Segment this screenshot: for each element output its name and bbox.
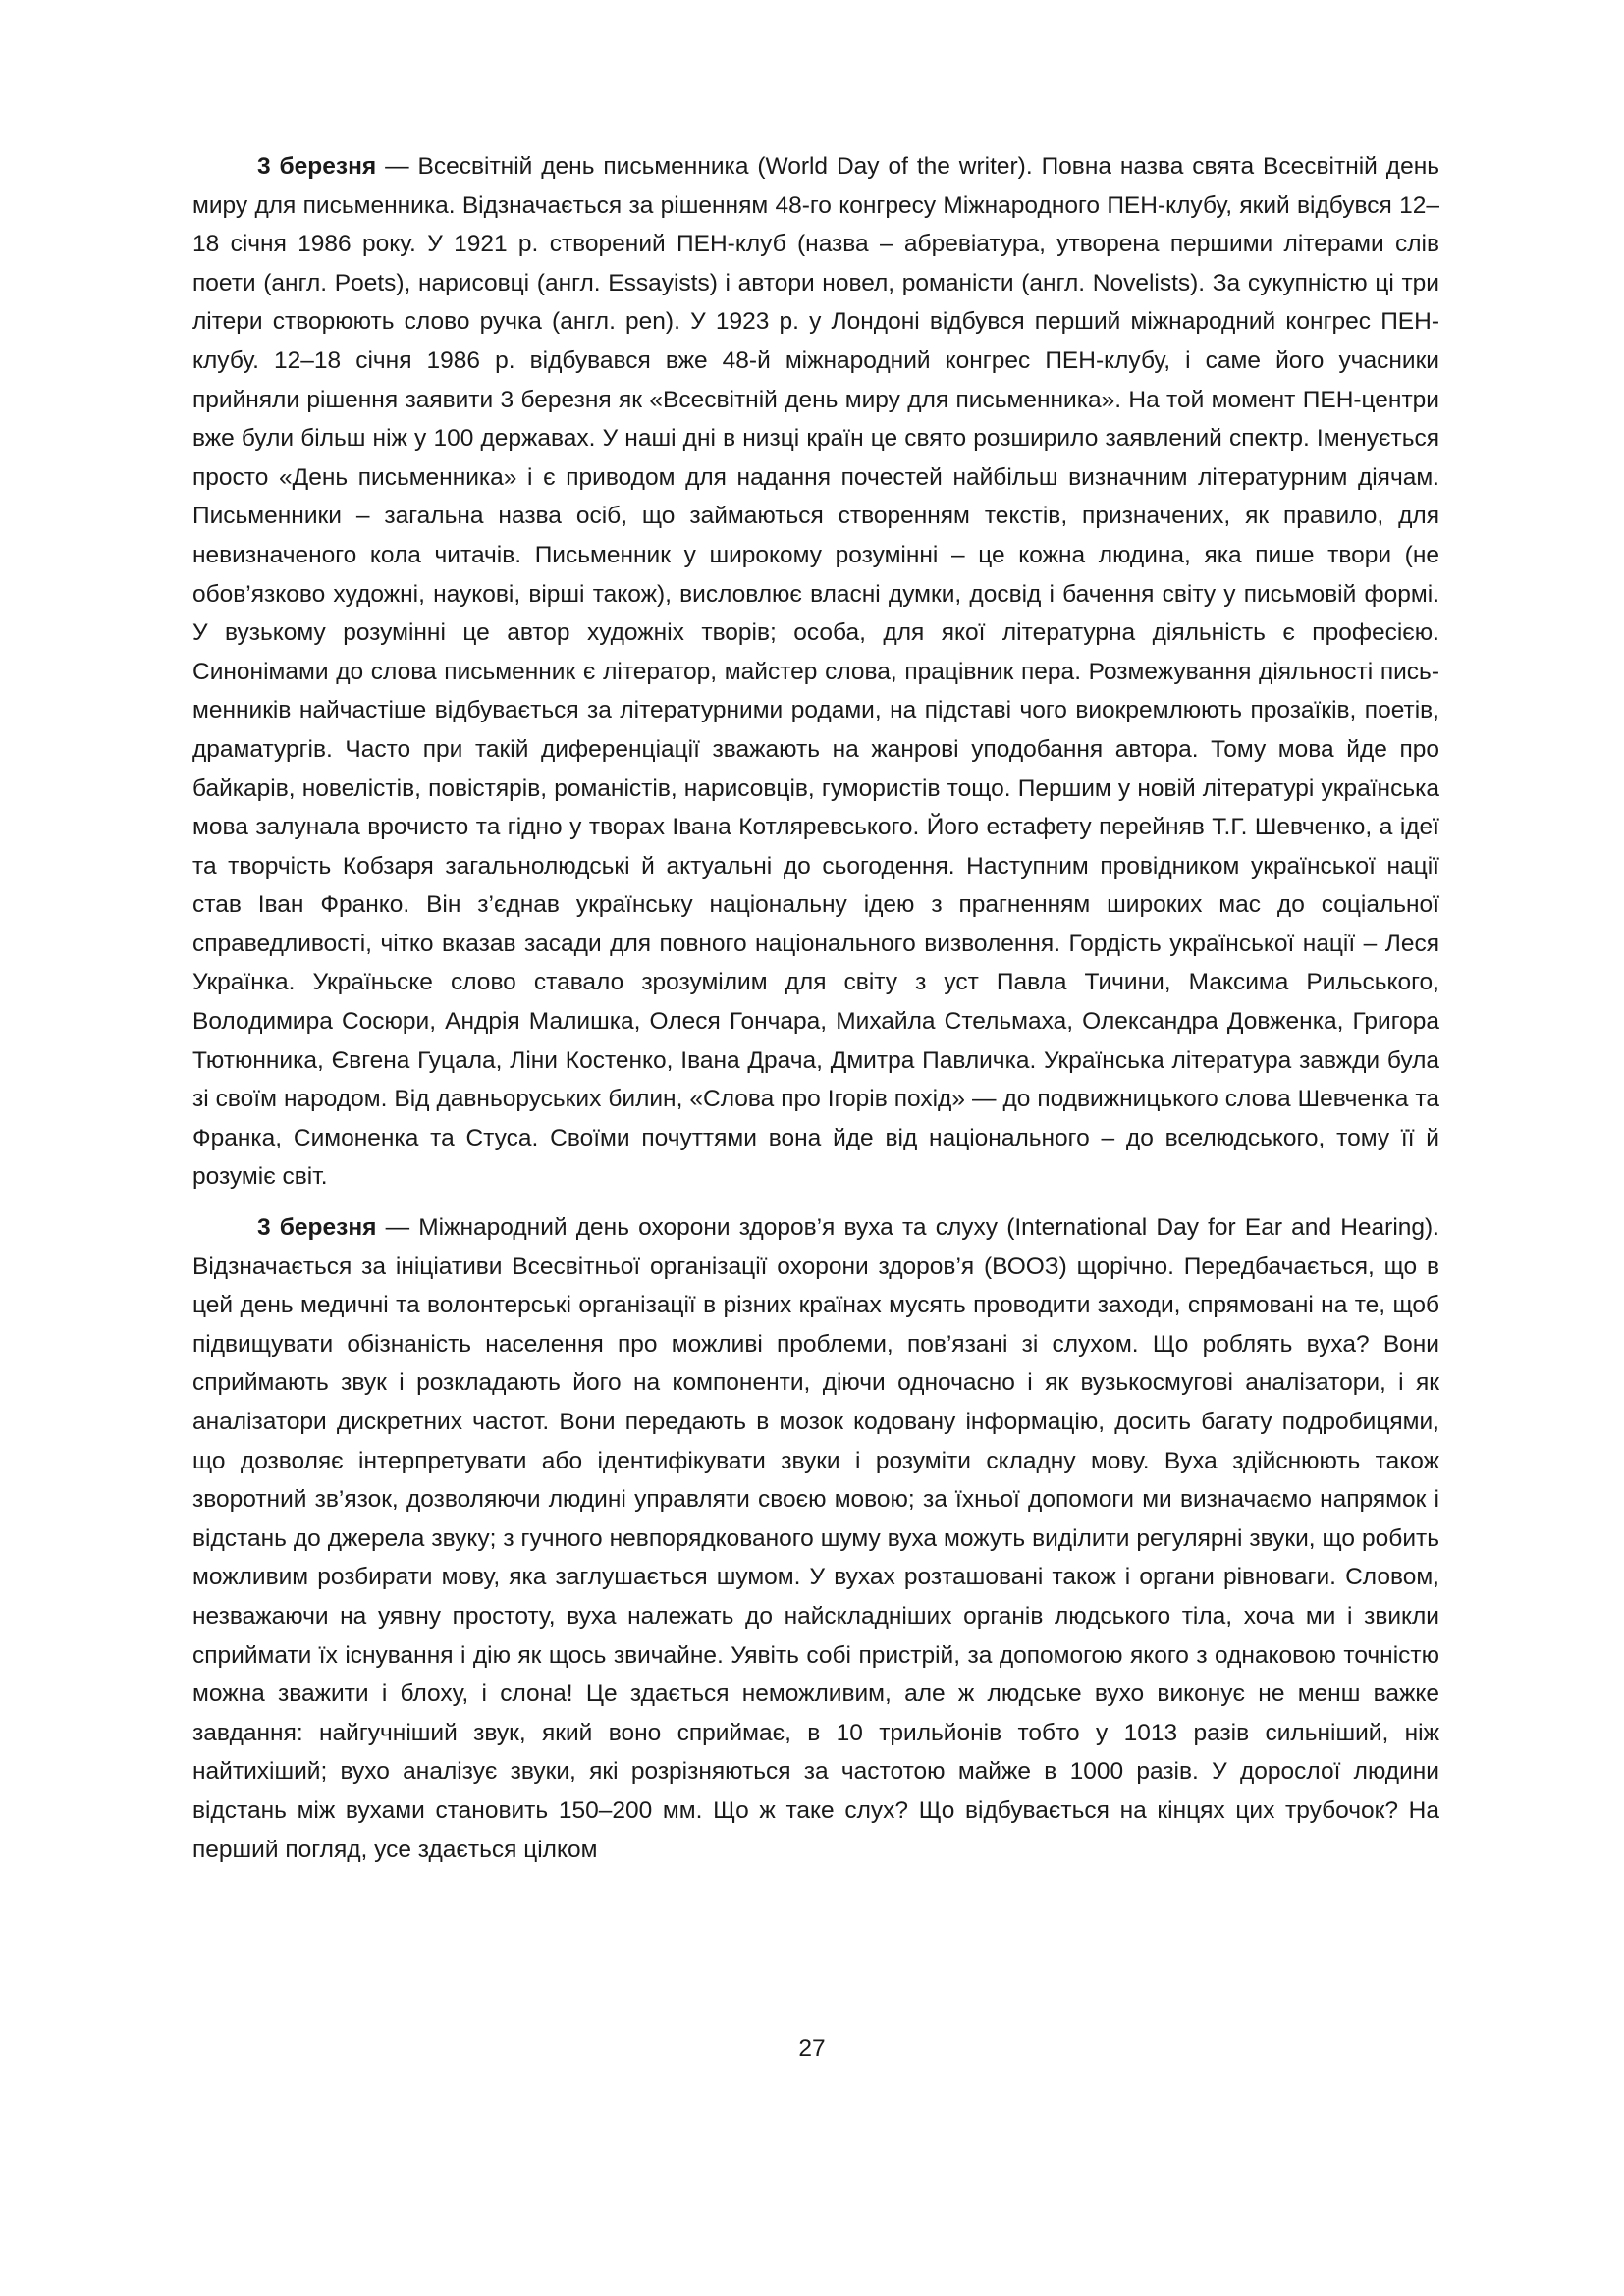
paragraph-ear-hearing-day bbox=[192, 1208, 1439, 1869]
paragraph-world-writer-day bbox=[192, 147, 1439, 1197]
page-content bbox=[192, 147, 1439, 1881]
paragraph-text: — Всесвітній день письменника (World Day of the writer). Повна назва свята Всесвітній день миру для письменника. Відзначається за рішенням 48-го конгресу Міжнародного ПЕН-клубу, який відбувся 12–18 січня 1986 року. У 1921 р. створений ПЕН-клуб (назва – абревіатура, утворена першими літерами слів поети (англ. Poets), нарисовці (англ. Essayists) і автори новел, романісти (англ. Novelists). За сукупністю ці три літери створюють слово ручка (англ. pen). У 1923 р. у Лондоні відбувся перший міжнародний конгрес ПЕН-клубу. 12–18 січня 1986 р. відбувався вже 48-й міжнародний конгрес ПЕН-клубу, і саме його учасники прийняли рішення заявити 3 березня як «Всесвітній день миру для письменника». На той момент ПЕН-центри вже були більш ніж у 100 державах. У наші дні в низці країн це свято розширило заявлений спектр. Іменується просто «День письменника» і є приводом для надання почестей найбільш визначним літературним діячам. Письменники – загальна назва осіб, що займаються створенням текстів, призначених, як правило, для невизначеного кола читачів. Письменник у широкому розумінні – це кожна людина, яка пише твори (не обов’язково художні, наукові, вірші також), висловлює власні думки, досвід і бачення світу у письмовій формі. У вузькому розумінні це автор художніх творів; особа, для якої літературна діяльність є професією. Синонімами до слова письменник є літератор, майстер слова, працівник пера. Розмежування діяльності письменників найчастіше відбувається за літературними родами, на підставі чого виокремлюють прозаїків, поетів, драматургів. Часто при такій диференціації зважають на жанрові уподобання автора. Тому мова йде про байкарів, новелістів, повістярів, романістів, нарисовців, гумористів тощо. Першим у новій літературі українська мова залунала врочисто та гідно у творах Івана Котляревського. Його естафету перейняв Т.Г. Шевченко, а ідеї та творчість Кобзаря загальнолюдські й актуальні до сьогодення. Наступним провідником української нації став Іван Франко. Він з’єднав українську національну ідею з прагненням широких мас до соціальної справедливості, чітко вказав засади для повного національного визволення. Гордість української нації – Леся Українка. Україньске слово ставало зрозумілим для світу з уст Павла Тичини, Максима Рильського, Володимира Сосюри, Андрія Малишка, Олеся Гончара, Михайла Стельмаха, Олександра Довженка, Григора Тютюнника, Євгена Гуцала, Ліни Костенко, Івана Драча, Дмитра Павличка. Українська література завжди була зі своїм народом. Від давньоруських билин, «Слова про Ігорів похід» — до подвижницького слова Шевченка та Франка, Симоненка та Стуса. Своїми почуттями вона йде від національного – до вселюдського, тому її й розуміє світ. bbox=[192, 153, 1439, 1191]
paragraph-date: 3 березня bbox=[257, 1214, 377, 1242]
paragraph-date: 3 березня bbox=[257, 153, 377, 180]
paragraph-text: — Міжнародний день охорони здоров’я вуха та слуху (International Day for Ear and Hearing). Відзначається за ініціативи Всесвітньої організації охорони здоров’я (ВООЗ) щорічно. Передбачається, що в цей день медичні та волонтерські організації в різних країнах мусять проводити заходи, спрямовані на те, щоб підвищувати обізнаність населення про можливі проблеми, пов’язані зі слухом. Що роблять вуха? Вони сприймають звук і розкладають його на компоненти, діючи одночасно і як вузькосмугові аналізатори, і як аналізатори дискретних частот. Вони передають в мозок кодовану інформацію, досить багату подробицями, що дозволяє інтерпретувати або ідентифікувати звуки і розуміти складну мову. Вуха здійснюють також зворотний зв’язок, дозволяючи людині управляти своєю мовою; за їхньої допомоги ми визначаємо напрямок і відстань до джерела звуку; з гучного невпорядкованого шуму вуха можуть виділити регулярні звуки, що робить можливим розбирати мову, яка заглушається шумом. У вухах розташовані також і органи рівноваги. Словом, незважаючи на уявну простоту, вуха належать до найскладніших органів людського тіла, хоча ми і звикли сприймати їх існування і дію як щось звичайне. Уявіть собі пристрій, за допомогою якого з однаковою точністю можна зважити і блоху, і слона! Це здається неможливим, але ж людське вухо виконує не менш важке завдання: найгучніший звук, який воно сприймає, в 10 трильйонів тобто у 1013 разів сильніший, ніж найтихіший; вухо аналізує звуки, які розрізняються за частотою майже в 1000 разів. У дорослої людини відстань між вухами становить 150–200 мм. Що ж таке слух? Що відбувається на кінцях цих трубочок? На перший погляд, усе здається цілком bbox=[192, 1214, 1439, 1863]
page-number: 27 bbox=[798, 2035, 826, 2061]
